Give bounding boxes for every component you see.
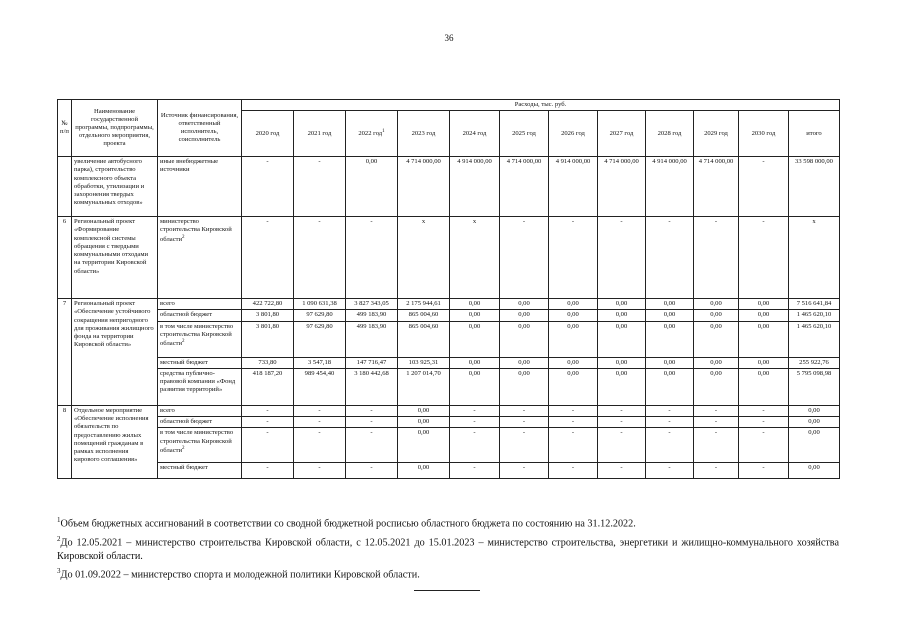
table-row [58, 368, 840, 405]
end-separator-line [414, 590, 480, 591]
header-year [294, 111, 346, 157]
header-year-label: 2022 год [358, 130, 383, 138]
funding-source [158, 299, 242, 310]
amount-cell: х [450, 217, 500, 299]
amount-cell: 0,00 [789, 405, 840, 416]
funding-source [158, 357, 242, 368]
table-row [58, 310, 840, 321]
amount-cell: - [739, 428, 789, 463]
amount-cell: 0,00 [398, 428, 450, 463]
amount-cell: 0,00 [739, 299, 789, 310]
amount-cell: - [242, 428, 294, 463]
amount-cell: - [549, 405, 598, 416]
amount-cell: 0,00 [450, 357, 500, 368]
amount-cell: - [598, 463, 646, 479]
amount-cell: 0,00 [500, 310, 549, 321]
header-year [739, 111, 789, 157]
table-row [58, 357, 840, 368]
program-name: увеличение автобусного парка), строительство комплексного объекта обработки, утилизации и захоронения твердых коммунальных отходов» [72, 157, 158, 217]
amount-cell: - [598, 217, 646, 299]
header-year [242, 111, 294, 157]
amount-cell: 33 598 000,00 [789, 157, 840, 217]
amount-cell: 0,00 [549, 357, 598, 368]
amount-cell: - [450, 428, 500, 463]
amount-cell: 0,00 [739, 310, 789, 321]
amount-cell: 4 714 000,00 [598, 157, 646, 217]
funding-source [158, 217, 242, 299]
amount-cell: - [646, 405, 694, 416]
amount-cell: 1 090 631,38 [294, 299, 346, 310]
amount-cell: - [739, 217, 789, 299]
header-year-label: итого [806, 129, 822, 137]
amount-cell: 3 827 343,05 [346, 299, 398, 310]
table-row [58, 157, 840, 217]
amount-cell: 97 629,80 [294, 310, 346, 321]
amount-cell: 1 465 620,10 [789, 321, 840, 357]
header-year-label: 2020 год [255, 129, 280, 137]
amount-cell: 0,00 [646, 368, 694, 405]
amount-cell: 0,00 [789, 428, 840, 463]
table-row [58, 417, 840, 428]
funding-source [158, 428, 242, 463]
amount-cell: - [294, 405, 346, 416]
header-expenses: Расходы, тыс. руб. [242, 100, 840, 111]
header-source: Источник финансирования, ответственный исполнитель, соисполнитель [158, 100, 242, 157]
amount-cell: - [694, 463, 739, 479]
funding-source-label: иные внебюджетные источники [160, 158, 219, 174]
amount-cell: - [500, 428, 549, 463]
amount-cell: 0,00 [598, 357, 646, 368]
footnote-1-text: Объем бюджетных ассигнований в соответствии со сводной бюджетной росписью областного бюджета по состоянию на 31.12.2022. [60, 518, 636, 530]
amount-cell: 4 714 000,00 [500, 157, 549, 217]
amount-cell: - [646, 417, 694, 428]
amount-cell: - [294, 217, 346, 299]
funding-source [158, 368, 242, 405]
amount-cell: 0,00 [694, 357, 739, 368]
amount-cell: 3 547,18 [294, 357, 346, 368]
header-year [646, 111, 694, 157]
amount-cell: - [450, 463, 500, 479]
funding-source [158, 417, 242, 428]
amount-cell: 0,00 [646, 321, 694, 357]
amount-cell: х [789, 217, 840, 299]
funding-source-label: местный бюджет [160, 464, 208, 472]
amount-cell: 0,00 [500, 299, 549, 310]
budget-table [57, 99, 840, 479]
funding-source [158, 463, 242, 479]
amount-cell: 499 183,90 [346, 310, 398, 321]
amount-cell: - [242, 217, 294, 299]
amount-cell: 7 516 641,84 [789, 299, 840, 310]
amount-cell: 0,00 [398, 463, 450, 479]
funding-source [158, 157, 242, 217]
amount-cell: - [598, 405, 646, 416]
table-row [58, 217, 840, 299]
funding-source-footnote-mark: 2 [182, 339, 185, 345]
amount-cell: - [450, 405, 500, 416]
footnote-2-mark: 2 [57, 534, 61, 543]
amount-cell: х [398, 217, 450, 299]
header-year-label: 2021 год [307, 129, 332, 137]
table-row [58, 321, 840, 357]
amount-cell: - [500, 417, 549, 428]
amount-cell: 0,00 [549, 368, 598, 405]
table-row [58, 405, 840, 416]
row-number: 8 [58, 405, 72, 478]
amount-cell: 865 004,60 [398, 310, 450, 321]
amount-cell: - [346, 405, 398, 416]
program-name: Региональный проект «Формирование комплексной системы обращения с твердыми коммунальными отходами на территории Кировской области» [72, 217, 158, 299]
footnote-2 [57, 535, 839, 563]
amount-cell: - [294, 417, 346, 428]
amount-cell: 97 629,80 [294, 321, 346, 357]
funding-source-label: в том числе министерство строительства Кировской области [160, 429, 234, 455]
amount-cell: - [694, 417, 739, 428]
amount-cell: 0,00 [694, 310, 739, 321]
header-year-label: 2025 год [512, 129, 536, 137]
amount-cell: - [450, 417, 500, 428]
amount-cell: - [294, 463, 346, 479]
amount-cell: 989 454,40 [294, 368, 346, 405]
amount-cell: 3 801,80 [242, 310, 294, 321]
row-number: 6 [58, 217, 72, 299]
amount-cell: 0,00 [646, 299, 694, 310]
header-year-label: 2023 год [411, 129, 436, 137]
footnote-1 [57, 516, 839, 531]
header-year-label: 2024 год [462, 129, 487, 137]
amount-cell: 1 207 014,70 [398, 368, 450, 405]
amount-cell: 0,00 [694, 321, 739, 357]
amount-cell: - [739, 405, 789, 416]
page-number: 36 [444, 33, 454, 43]
amount-cell: 103 925,31 [398, 357, 450, 368]
header-year [398, 111, 450, 157]
header-year [549, 111, 598, 157]
amount-cell: - [294, 428, 346, 463]
footnote-3-text: До 01.09.2022 – министерство спорта и молодежной политики Кировской области. [60, 569, 420, 581]
row-number: 7 [58, 299, 72, 406]
amount-cell: - [242, 405, 294, 416]
header-year [694, 111, 739, 157]
amount-cell: - [346, 217, 398, 299]
table-row [58, 463, 840, 479]
amount-cell: 0,00 [694, 368, 739, 405]
amount-cell: - [242, 157, 294, 217]
amount-cell: 0,00 [598, 368, 646, 405]
funding-source-label: в том числе министерство строительства Кировской области [160, 322, 234, 348]
amount-cell: - [500, 217, 549, 299]
program-name: Региональный проект «Обеспечение устойчивого сокращения непригодного для проживания жилищного фонда на территории Кировской области» [72, 299, 158, 406]
amount-cell: 4 714 000,00 [398, 157, 450, 217]
amount-cell: 0,00 [346, 157, 398, 217]
amount-cell: 2 175 944,61 [398, 299, 450, 310]
amount-cell: 418 187,20 [242, 368, 294, 405]
amount-cell: 0,00 [739, 357, 789, 368]
program-name: Отдельное мероприятие «Обеспечение исполнения обязательств по предоставлению жилых помещений гражданам в рамках исполнения кирового соглашения» [72, 405, 158, 478]
amount-cell: - [500, 463, 549, 479]
amount-cell: 0,00 [500, 357, 549, 368]
amount-cell: - [242, 463, 294, 479]
header-year-label: 2030 год [751, 129, 776, 137]
funding-source-label: всего [160, 300, 175, 308]
header-year [500, 111, 549, 157]
amount-cell: - [646, 217, 694, 299]
funding-source-footnote-mark: 2 [182, 234, 185, 240]
amount-cell: - [346, 463, 398, 479]
funding-source-label: областной бюджет [160, 311, 213, 319]
funding-source [158, 310, 242, 321]
amount-cell: 4 914 000,00 [549, 157, 598, 217]
amount-cell: 4 914 000,00 [450, 157, 500, 217]
amount-cell: - [549, 428, 598, 463]
table-row [58, 299, 840, 310]
amount-cell: - [739, 417, 789, 428]
header-year-footnote-mark: 1 [382, 129, 385, 135]
header-year [598, 111, 646, 157]
header-year-label: 2027 год [609, 129, 634, 137]
funding-source-label: средства публично-правовой компании «Фонд развития территорий» [160, 369, 236, 394]
header-year [789, 111, 840, 157]
amount-cell: 5 795 098,98 [789, 368, 840, 405]
amount-cell: 0,00 [598, 321, 646, 357]
funding-source [158, 405, 242, 416]
header-year-label: 2029 год [704, 129, 728, 137]
amount-cell: 0,00 [549, 321, 598, 357]
funding-source-label: областной бюджет [160, 418, 213, 426]
amount-cell: - [646, 463, 694, 479]
amount-cell: 0,00 [398, 417, 450, 428]
header-year [450, 111, 500, 157]
footnote-2-text: До 12.05.2021 – министерство строительства Кировской области, с 12.05.2021 до 15.01.2023 – министерство строительства, энергетики и жилищно-коммунального хозяйства Кировской области. [57, 537, 839, 562]
amount-cell: 147 716,47 [346, 357, 398, 368]
amount-cell: 733,80 [242, 357, 294, 368]
amount-cell: - [739, 157, 789, 217]
amount-cell: 3 180 442,68 [346, 368, 398, 405]
amount-cell: 499 183,90 [346, 321, 398, 357]
amount-cell: 0,00 [739, 368, 789, 405]
amount-cell: - [549, 217, 598, 299]
amount-cell: - [242, 417, 294, 428]
amount-cell: 0,00 [450, 321, 500, 357]
amount-cell: 0,00 [646, 310, 694, 321]
funding-source-label: местный бюджет [160, 358, 208, 366]
amount-cell: 0,00 [739, 321, 789, 357]
amount-cell: 0,00 [598, 299, 646, 310]
amount-cell: - [500, 405, 549, 416]
header-year-label: 2028 год [657, 129, 682, 137]
amount-cell: - [549, 463, 598, 479]
amount-cell: - [694, 405, 739, 416]
footnote-1-mark: 1 [57, 516, 61, 524]
amount-cell: - [694, 217, 739, 299]
header-year-label: 2026 год [561, 129, 585, 137]
amount-cell: 0,00 [694, 299, 739, 310]
amount-cell: - [694, 428, 739, 463]
header-name: Наименование государственной программы, подпрограммы, отдельного мероприятия, проекта [72, 100, 158, 157]
amount-cell: - [346, 428, 398, 463]
amount-cell: 0,00 [500, 368, 549, 405]
amount-cell: 0,00 [500, 321, 549, 357]
footnotes [57, 516, 839, 586]
amount-cell: 0,00 [789, 417, 840, 428]
footnote-3-mark: 3 [57, 567, 61, 576]
amount-cell: 865 004,60 [398, 321, 450, 357]
amount-cell: - [739, 463, 789, 479]
header-row-top [58, 100, 840, 111]
amount-cell: 255 922,76 [789, 357, 840, 368]
amount-cell: 0,00 [598, 310, 646, 321]
amount-cell: 4 914 000,00 [646, 157, 694, 217]
amount-cell: 0,00 [646, 357, 694, 368]
header-number: № п/п [58, 100, 72, 157]
amount-cell: 0,00 [450, 368, 500, 405]
amount-cell: - [598, 417, 646, 428]
amount-cell: 0,00 [549, 299, 598, 310]
funding-source-label: всего [160, 406, 175, 414]
amount-cell: 1 465 620,10 [789, 310, 840, 321]
amount-cell: - [549, 417, 598, 428]
amount-cell: - [646, 428, 694, 463]
amount-cell: 0,00 [450, 299, 500, 310]
amount-cell: - [346, 417, 398, 428]
amount-cell: 0,00 [450, 310, 500, 321]
amount-cell: 0,00 [789, 463, 840, 479]
table-row [58, 428, 840, 463]
amount-cell: - [598, 428, 646, 463]
footnote-3 [57, 567, 839, 582]
amount-cell: - [294, 157, 346, 217]
funding-source-label: министерство строительства Кировской области [160, 218, 232, 243]
funding-source [158, 321, 242, 357]
amount-cell: 0,00 [398, 405, 450, 416]
amount-cell: 4 714 000,00 [694, 157, 739, 217]
row-number [58, 157, 72, 217]
amount-cell: 0,00 [549, 310, 598, 321]
header-year [346, 111, 398, 157]
amount-cell: 3 801,80 [242, 321, 294, 357]
funding-source-footnote-mark: 2 [182, 445, 185, 451]
amount-cell: 422 722,80 [242, 299, 294, 310]
